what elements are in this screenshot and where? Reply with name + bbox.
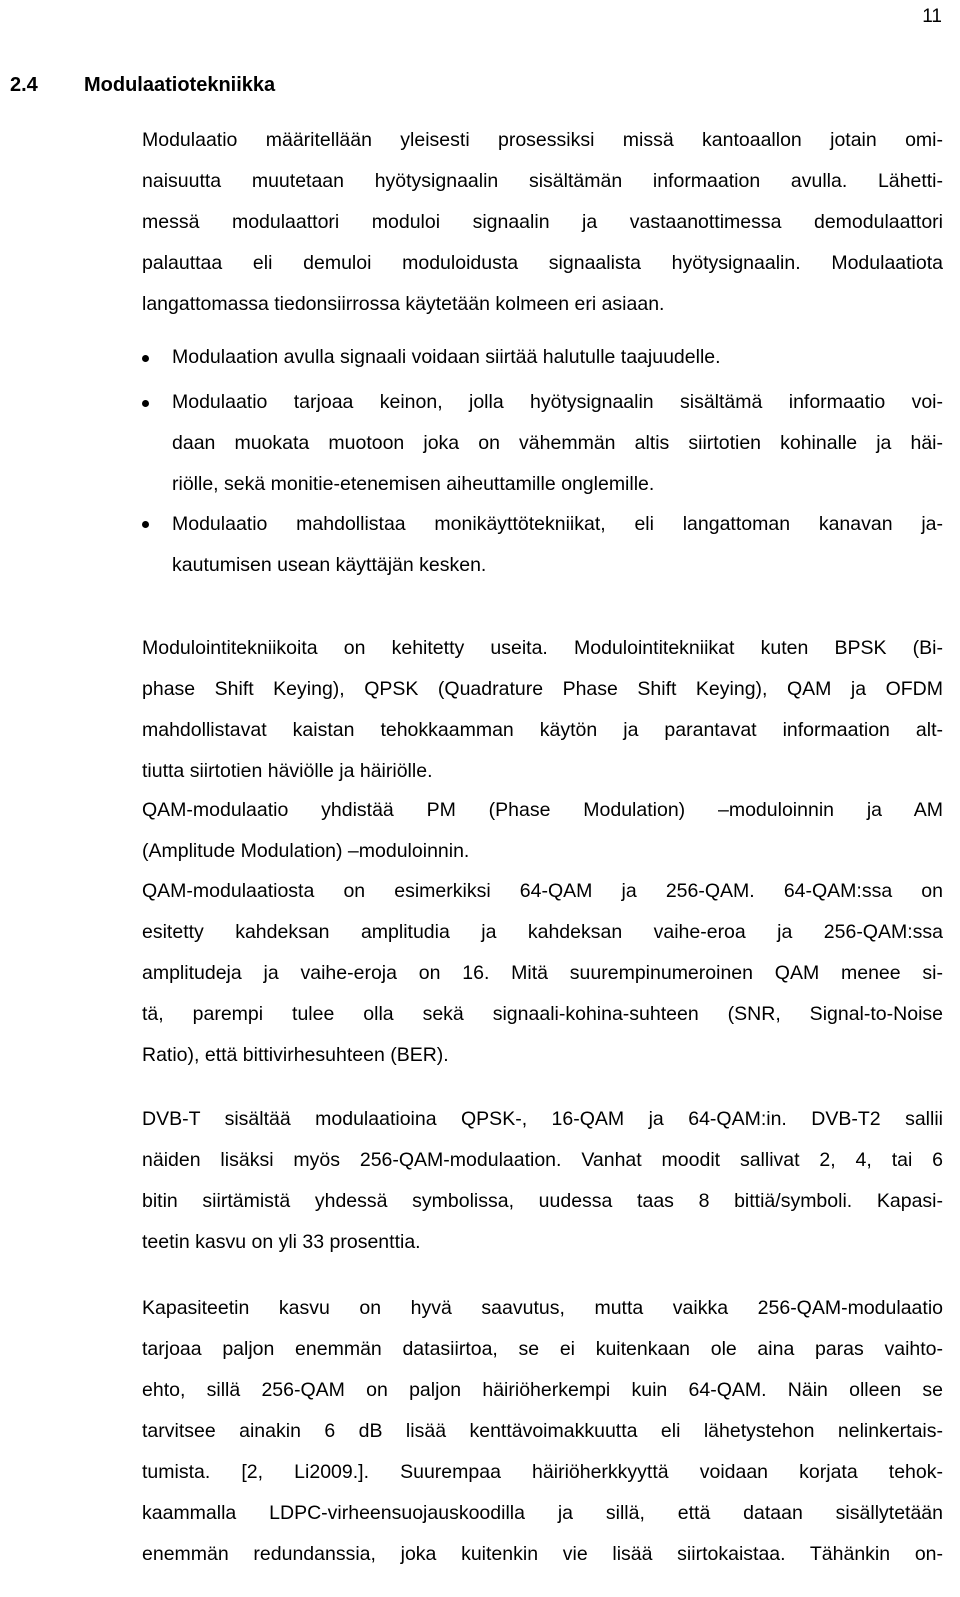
- text-line: teetin kasvu on yli 33 prosenttia.: [142, 1231, 421, 1253]
- list-item: Modulaatio mahdollistaa monikäyttötekniikat, eli langattoman kanavan ja-: [172, 513, 943, 535]
- list-item-line: kautumisen usean käyttäjän kesken.: [172, 554, 487, 576]
- text-line: Ratio), että bittivirhesuhteen (BER).: [142, 1044, 449, 1066]
- text-line: esitetty kahdeksan amplitudia ja kahdeksan vaihe-eroa ja 256-QAM:ssa: [142, 921, 943, 943]
- paragraph: [142, 1296, 943, 1586]
- section-heading: [10, 74, 275, 97]
- section-number: 2.4: [10, 74, 38, 96]
- bullet-icon: [142, 400, 149, 407]
- page-number: 11: [922, 6, 942, 27]
- text-line: phase Shift Keying), QPSK (Quadrature Phase Shift Keying), QAM ja OFDM: [142, 678, 943, 700]
- text-line: naisuutta muutetaan hyötysignaalin sisältämän informaation avulla. Lähetti-: [142, 170, 943, 192]
- text-line: palauttaa eli demuloi moduloidusta signaalista hyötysignaalin. Modulaatiota: [142, 252, 943, 274]
- section-title: Modulaatiotekniikka: [84, 74, 276, 96]
- text-line: Modulointitekniikoita on kehitetty useita. Modulointitekniikat kuten BPSK (Bi-: [142, 637, 943, 659]
- text-line: enemmän redundanssia, joka kuitenkin vie lisää siirtokaistaa. Tähänkin on-: [142, 1543, 943, 1565]
- bullet-list: [172, 345, 943, 595]
- list-item-line: daan muokata muotoon joka on vähemmän altis siirtotien kohinalle ja häi-: [172, 432, 943, 454]
- text-line: kaammalla LDPC-virheensuojauskoodilla ja sillä, että dataan sisällytetään: [142, 1502, 943, 1524]
- list-item: Modulaation avulla signaali voidaan siirtää halutulle taajuudelle.: [172, 346, 721, 368]
- text-line: ehto, sillä 256-QAM on paljon häiriöherkempi kuin 64-QAM. Näin olleen se: [142, 1379, 943, 1401]
- text-line: mahdollistavat kaistan tehokkaamman käytön ja parantavat informaation alt-: [142, 719, 943, 741]
- text-line: (Amplitude Modulation) –moduloinnin.: [142, 840, 470, 862]
- paragraph: [142, 636, 943, 796]
- text-line: messä modulaattori moduloi signaalin ja vastaanottimessa demodulaattori: [142, 211, 943, 233]
- text-line: tarjoaa paljon enemmän datasiirtoa, se ei kuitenkaan ole aina paras vaihto-: [142, 1338, 943, 1360]
- bullet-icon: [142, 355, 149, 362]
- paragraph: [142, 1107, 943, 1267]
- list-item-line: riölle, sekä monitie-etenemisen aiheuttamille onglemille.: [172, 473, 655, 495]
- bullet-icon: [142, 521, 149, 528]
- text-line: QAM-modulaatio yhdistää PM (Phase Modulation) –moduloinnin ja AM: [142, 799, 943, 821]
- text-line: tiutta siirtotien häviölle ja häiriölle.: [142, 760, 433, 782]
- text-line: amplitudeja ja vaihe-eroja on 16. Mitä suurempinumeroinen QAM menee si-: [142, 962, 943, 984]
- text-line: QAM-modulaatiosta on esimerkiksi 64-QAM ja 256-QAM. 64-QAM:ssa on: [142, 880, 943, 902]
- text-line: tä, parempi tulee olla sekä signaali-kohina-suhteen (SNR, Signal-to-Noise: [142, 1003, 943, 1025]
- paragraph: [142, 879, 943, 1079]
- text-line: Modulaatio määritellään yleisesti prosessiksi missä kantoaallon jotain omi-: [142, 129, 943, 151]
- text-line: tumista. [2, Li2009.]. Suurempaa häiriöherkkyyttä voidaan korjata tehok-: [142, 1461, 943, 1483]
- text-line: langattomassa tiedonsiirrossa käytetään kolmeen eri asiaan.: [142, 293, 665, 315]
- text-line: näiden lisäksi myös 256-QAM-modulaation. Vanhat moodit sallivat 2, 4, tai 6: [142, 1149, 943, 1171]
- list-item: Modulaatio tarjoaa keinon, jolla hyötysignaalin sisältämä informaatio voi-: [172, 391, 943, 413]
- text-line: Kapasiteetin kasvu on hyvä saavutus, mutta vaikka 256-QAM-modulaatio: [142, 1297, 943, 1319]
- intro-paragraph: [142, 128, 943, 328]
- text-line: DVB-T sisältää modulaatioina QPSK-, 16-QAM ja 64-QAM:in. DVB-T2 sallii: [142, 1108, 943, 1130]
- text-line: bitin siirtämistä yhdessä symbolissa, uudessa taas 8 bittiä/symboli. Kapasi-: [142, 1190, 943, 1212]
- text-line: tarvitsee ainakin 6 dB lisää kenttävoimakkuutta eli lähetystehon nelinkertais-: [142, 1420, 943, 1442]
- paragraph: [142, 798, 943, 878]
